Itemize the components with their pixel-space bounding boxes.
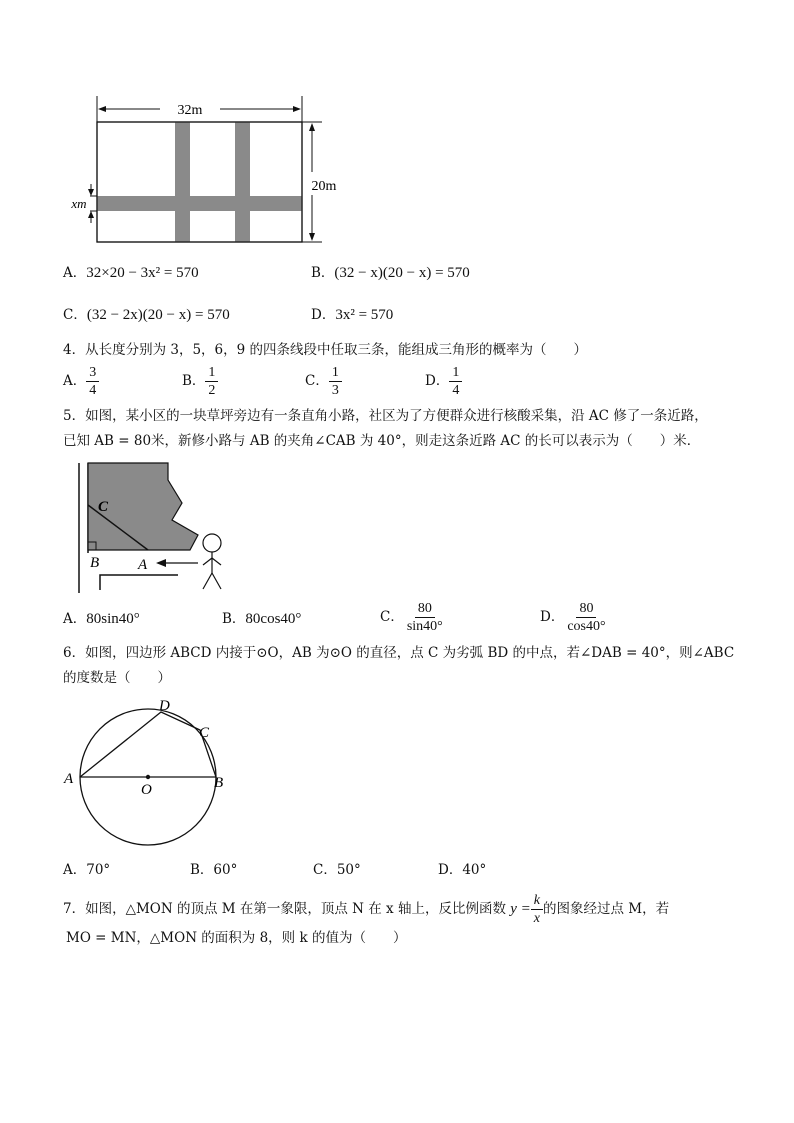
fraction	[205, 364, 218, 399]
label-a: A	[64, 771, 74, 787]
option-letter: B．	[190, 862, 214, 878]
denominator: x	[533, 911, 541, 926]
option-value: 50°	[336, 862, 361, 878]
q7-text-b: 的图象经过点 M，若	[543, 901, 670, 917]
option-letter: B．	[311, 265, 335, 281]
q3-option-c	[63, 305, 230, 325]
option-letter: C．	[380, 609, 404, 625]
option-letter: A．	[63, 373, 87, 389]
numerator: 1	[449, 364, 462, 382]
option-expr: 80cos40°	[245, 611, 302, 627]
q6-stem-line2: 的度数是（ ）	[63, 670, 171, 686]
circle-figure	[58, 690, 238, 850]
numerator: 80	[576, 600, 596, 618]
q7-text-a: 7．如图，△MON 的顶点 M 在第一象限，顶点 N 在 x 轴上，反比例函数	[63, 901, 511, 917]
width-label: 32m	[177, 103, 203, 118]
q6-option-c	[313, 860, 361, 880]
label-a: A	[138, 557, 148, 573]
numerator: 80	[415, 600, 435, 618]
option-letter: B．	[222, 611, 246, 627]
option-letter: A．	[63, 862, 87, 878]
label-c: C	[199, 725, 210, 741]
q5-option-b	[222, 609, 301, 629]
option-letter: D．	[311, 307, 336, 323]
func-y: y =	[510, 901, 531, 917]
q6-option-a	[63, 860, 110, 880]
label-b: B	[214, 775, 224, 791]
denominator: 4	[452, 383, 460, 398]
fraction	[329, 364, 342, 399]
option-letter: C．	[313, 862, 337, 878]
denominator: cos40°	[567, 619, 606, 634]
option-expr: (32 − x)(20 − x) = 570	[334, 265, 470, 281]
option-letter: C．	[63, 307, 87, 323]
option-letter: D．	[540, 609, 565, 625]
option-letter: A．	[63, 265, 87, 281]
q3-option-a	[63, 263, 199, 283]
option-value: 60°	[213, 862, 238, 878]
q6-option-b	[190, 860, 237, 880]
denominator: 4	[89, 383, 97, 398]
option-expr: 80sin40°	[86, 611, 140, 627]
numerator: 1	[205, 364, 218, 382]
lawn-figure	[60, 455, 260, 600]
q3-option-d	[311, 305, 393, 325]
numerator: 3	[86, 364, 99, 382]
denominator: 3	[331, 383, 339, 398]
option-value: 40°	[462, 862, 487, 878]
numerator: k	[531, 892, 543, 910]
label-o: O	[141, 782, 152, 798]
q3-option-b	[311, 263, 470, 283]
q4-option-c	[305, 364, 342, 399]
option-letter: C．	[305, 373, 329, 389]
q7-stem-line1	[63, 892, 669, 927]
road-figure	[60, 92, 360, 252]
fraction	[404, 600, 446, 635]
label-b: B	[90, 555, 100, 571]
q4-option-b	[182, 364, 218, 399]
q6-stem-line1: 6．如图，四边形 ABCD 内接于⊙O，AB 为⊙O 的直径，点 C 为劣弧 BD 的中点，若∠DAB = 40°，则∠ABC	[63, 645, 735, 661]
q7-stem-line2: MO = MN，△MON 的面积为 8，则 k 的值为（ ）	[66, 930, 407, 946]
q5-option-a	[63, 609, 140, 629]
q6-option-d	[438, 860, 486, 880]
q4-option-d	[425, 364, 462, 399]
denominator: 2	[208, 383, 216, 398]
option-letter: D．	[438, 862, 463, 878]
numerator: 1	[329, 364, 342, 382]
func-fraction	[531, 892, 543, 927]
fraction	[564, 600, 608, 635]
fraction	[449, 364, 462, 399]
option-letter: A．	[63, 611, 87, 627]
q5-stem-line2: 已知 AB = 80米，新修小路与 AB 的夹角∠CAB 为 40°，则走这条近路 AC 的长可以表示为（ ）米．	[63, 433, 701, 449]
label-d: D	[159, 698, 170, 714]
label-c: C	[98, 499, 109, 515]
denominator: sin40°	[406, 619, 443, 634]
option-expr: (32 − 2x)(20 − x) = 570	[86, 307, 230, 323]
q4-option-a	[63, 364, 99, 399]
q5-stem-line1: 5．如图，某小区的一块草坪旁边有一条直角小路，社区为了方便群众进行核酸采集，沿 AC 修了一条近路，	[63, 408, 708, 424]
option-expr: 3x² = 570	[335, 307, 394, 323]
fraction	[86, 364, 99, 399]
option-letter: B．	[182, 373, 206, 389]
option-expr: 32×20 − 3x² = 570	[86, 265, 199, 281]
height-label: 20m	[311, 179, 337, 194]
option-value: 70°	[86, 862, 111, 878]
q5-option-d	[540, 600, 609, 635]
option-letter: D．	[425, 373, 450, 389]
q4-stem: 4．从长度分别为 3，5，6，9 的四条线段中任取三条，能组成三角形的概率为（ ）	[63, 342, 588, 358]
q5-option-c	[380, 600, 446, 635]
x-label: xm	[71, 196, 87, 211]
